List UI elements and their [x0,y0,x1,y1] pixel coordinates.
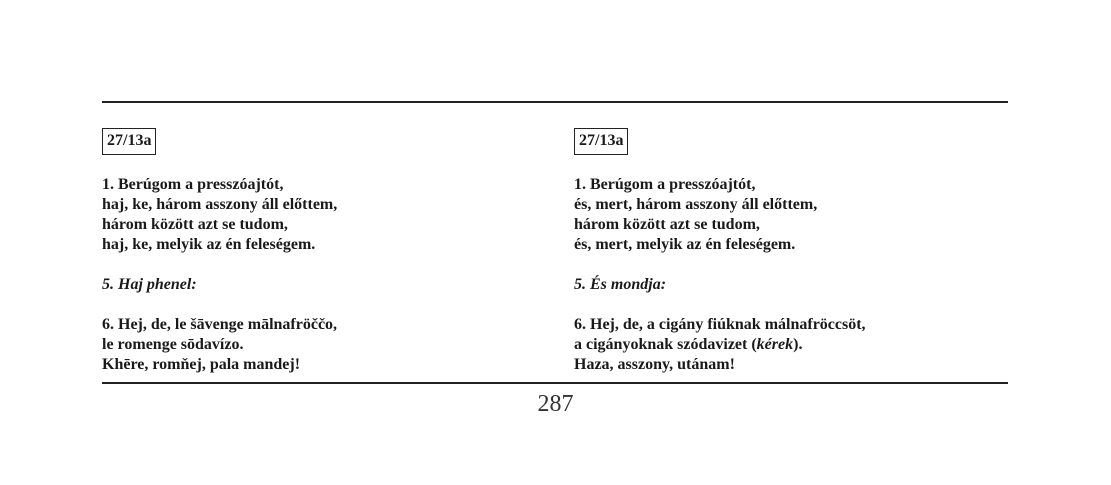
stanza-5 [102,275,542,295]
bottom-rule [102,382,1008,384]
verse-line: Haza, asszony, utánam! [574,356,735,373]
verse-line: három között azt se tudom, [574,216,760,233]
romani-column [102,128,542,395]
verse-line: és, mert, melyik az én feleségem. [574,236,796,253]
song-label: 27/13a [574,128,628,155]
verse-line: Khēre, romňej, pala mandej! [102,356,301,373]
verse-line: haj, ke, három asszony áll előttem, [102,196,338,213]
page-number: 287 [537,391,574,417]
verse-line: három között azt se tudom, [102,216,288,233]
verse-text: ). [793,336,803,353]
song-label: 27/13a [102,128,156,155]
spoken-line: 5. Haj phenel: [102,276,197,293]
stanza-5 [574,275,1014,295]
verse-line: 6. Hej, de, a cigány fiúknak málnafröccsöt, [574,316,866,333]
verse-line: le romenge sōdavízo. [102,336,244,353]
verse-line: 1. Berúgom a presszóajtót, [102,176,284,193]
gloss-word: kérek [756,336,794,353]
verse-line: és, mert, három asszony áll előttem, [574,196,818,213]
verse-text: a cigányoknak szódavizet ( [574,336,757,353]
verse-line: 6. Hej, de, le šāvenge mālnafröččo, [102,316,338,333]
stanza-6 [102,315,542,375]
stanza-1 [574,175,1014,255]
spoken-line: 5. És mondja: [574,276,667,293]
stanza-6 [574,315,1014,375]
verse-line: 1. Berúgom a presszóajtót, [574,176,756,193]
top-rule [102,101,1008,103]
verse-line-with-gloss [574,335,1014,355]
hungarian-column [574,128,1014,395]
stanza-1 [102,175,542,255]
verse-line: haj, ke, melyik az én feleségem. [102,236,316,253]
